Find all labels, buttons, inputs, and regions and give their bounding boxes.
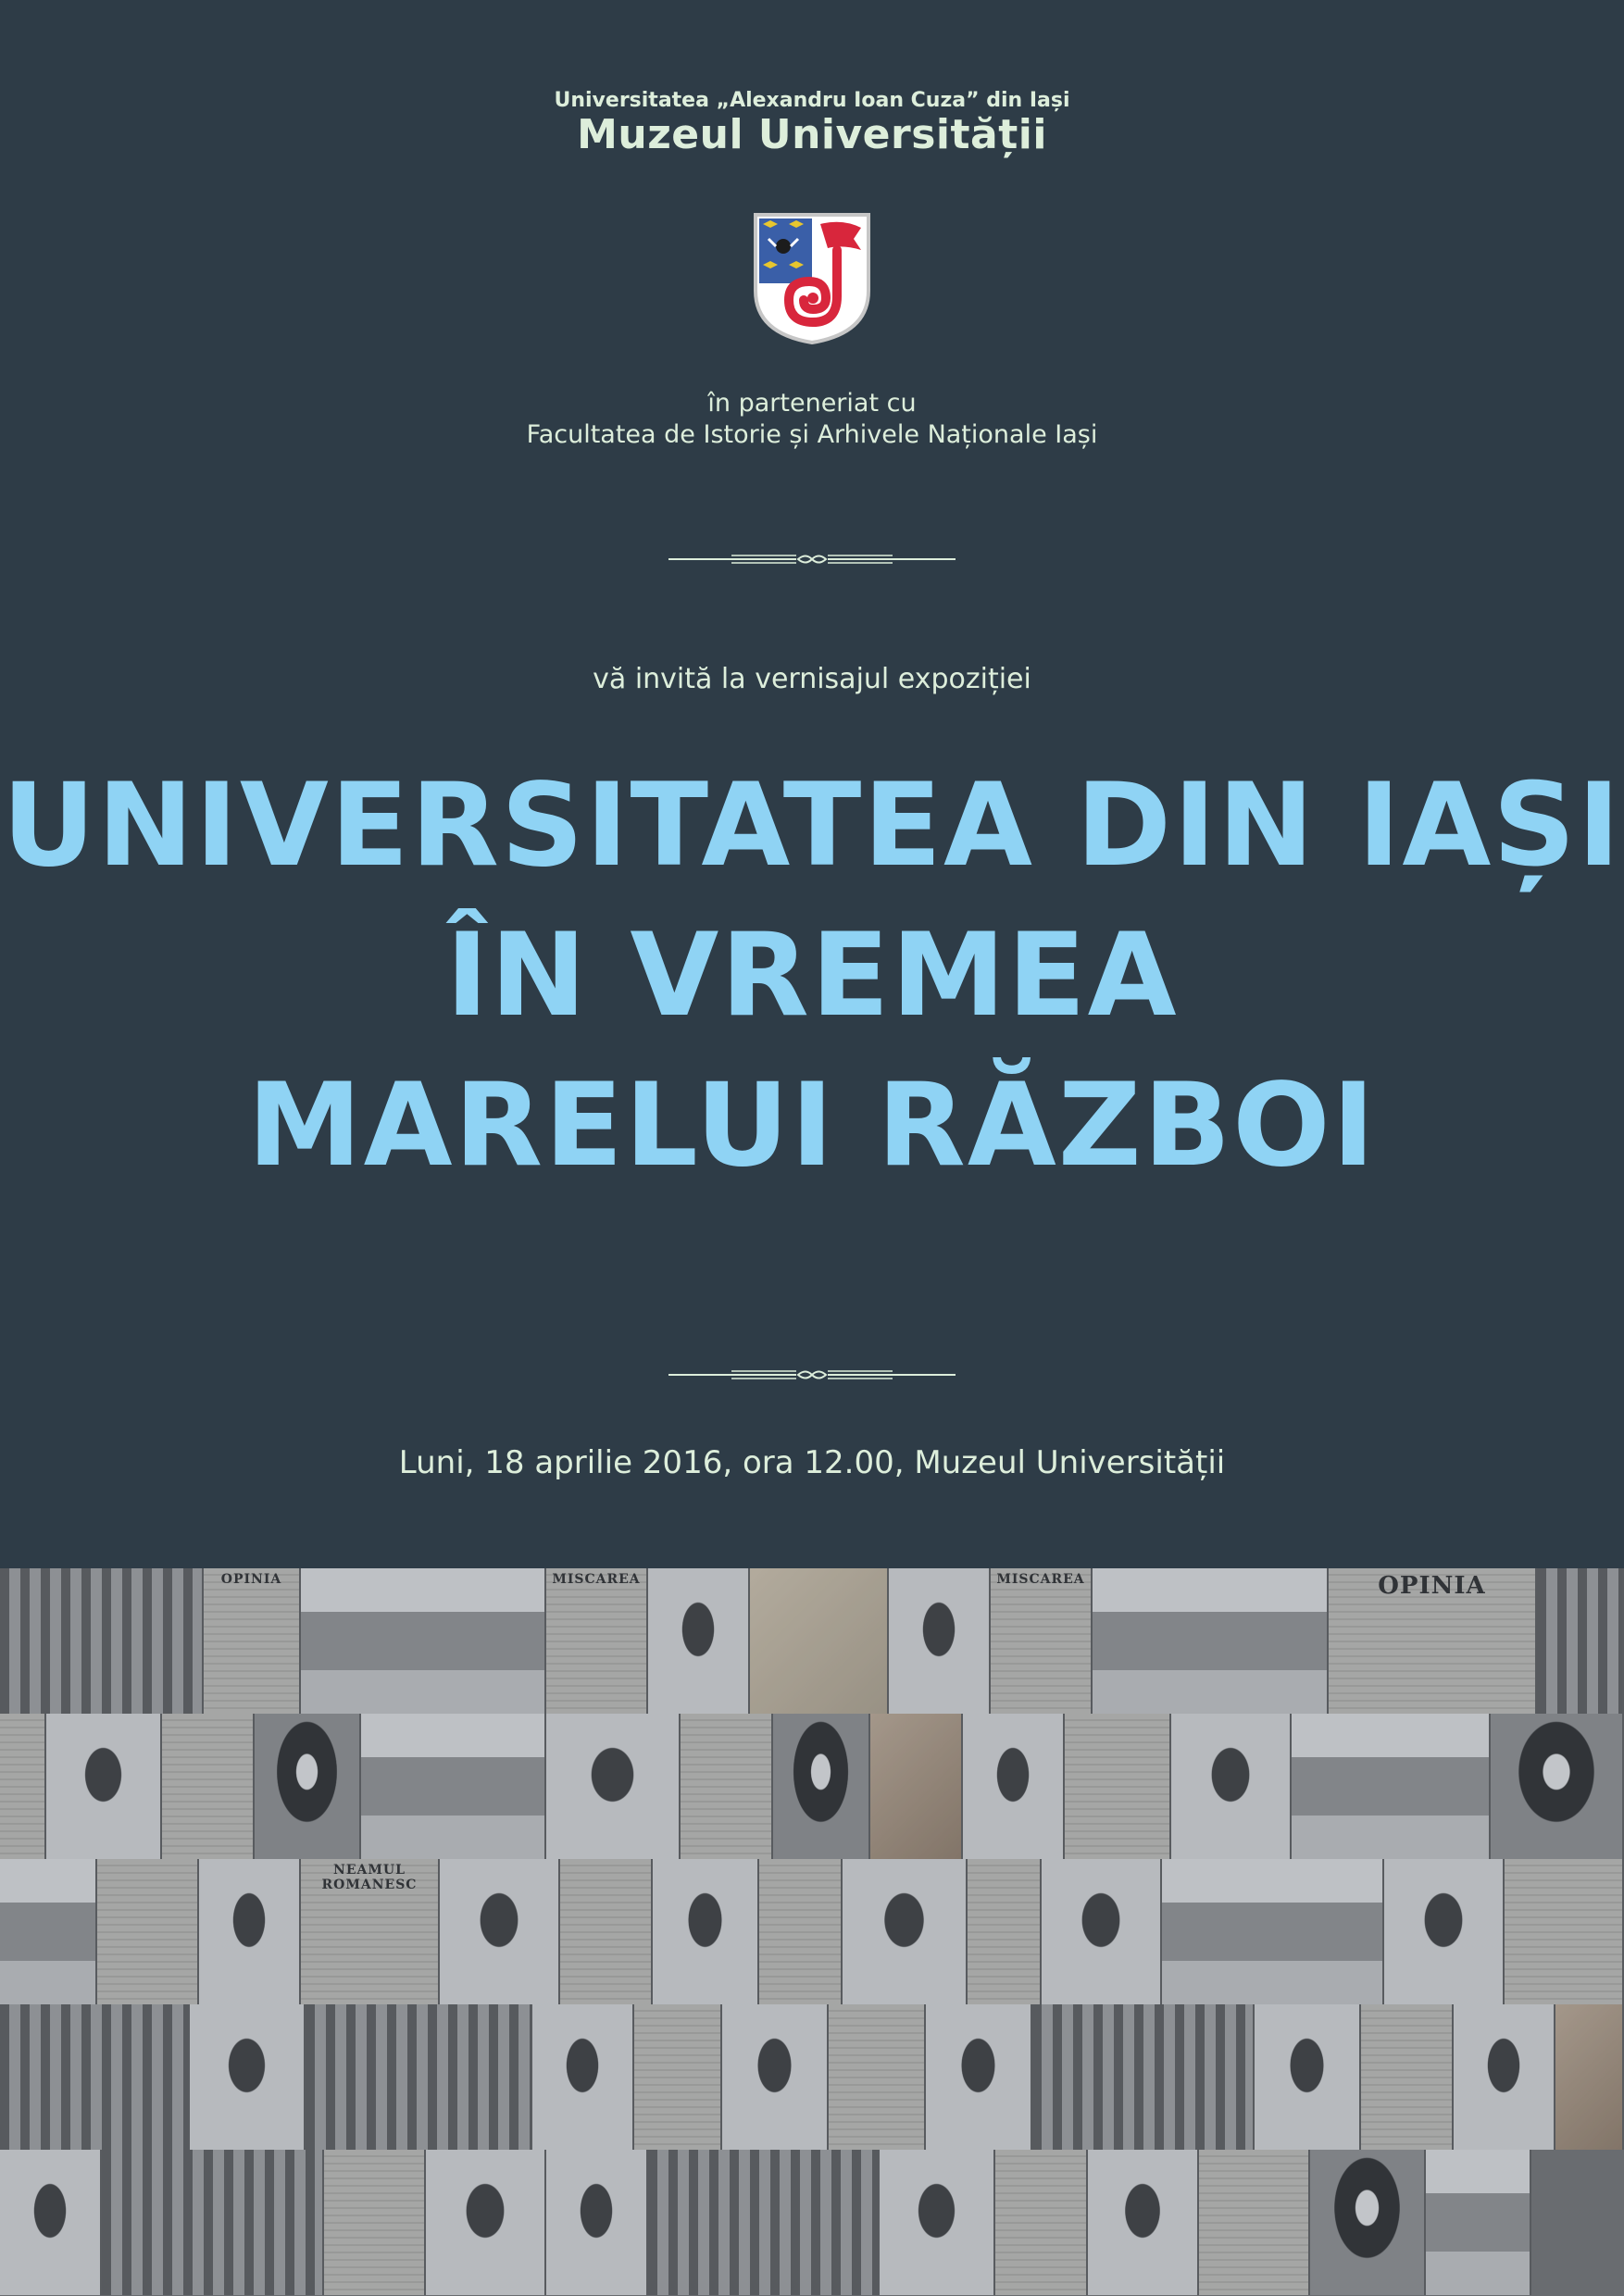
collage-photo (301, 1568, 546, 1714)
collage-document (681, 1714, 773, 1859)
archival-photo-collage (0, 1568, 1624, 2296)
collage-document (1199, 2150, 1310, 2295)
collage-portrait (0, 2150, 102, 2295)
collage-portrait (889, 1568, 991, 1714)
collage-portrait (1310, 2150, 1426, 2295)
collage-row (0, 1714, 1624, 1859)
collage-portrait (1171, 1714, 1292, 1859)
collage-document (634, 2004, 722, 2150)
collage-photo (102, 2150, 324, 2295)
collage-portrait (426, 2150, 546, 2295)
collage-photo (0, 1859, 97, 2004)
collage-document (750, 1568, 889, 1714)
collage-document (1361, 2004, 1454, 2150)
collage-portrait (722, 2004, 829, 2150)
collage-portrait (46, 1714, 162, 1859)
collage-photo (1093, 1568, 1329, 1714)
collage-photo (306, 2004, 532, 2150)
collage-row (0, 2004, 1624, 2150)
collage-portrait (255, 1714, 361, 1859)
collage-document (324, 2150, 426, 2295)
collage-photo (1292, 1714, 1491, 1859)
newspaper-title: OPINIA (1378, 1572, 1486, 1600)
collage-portrait (199, 1859, 301, 2004)
collage-photo (0, 1568, 204, 1714)
collage-portrait (546, 1714, 681, 1859)
collage-portrait (1088, 2150, 1199, 2295)
exhibition-title-line-2: ÎN VREMEA (445, 909, 1179, 1042)
collage-portrait (926, 2004, 1032, 2150)
collage-portrait (653, 1859, 759, 2004)
newspaper-title: MISCAREA (996, 1572, 1085, 1587)
collage-document (0, 1714, 46, 1859)
collage-newspaper (1329, 1568, 1537, 1714)
collage-newspaper (991, 1568, 1093, 1714)
collage-portrait (648, 1568, 750, 1714)
collage-photo (1032, 2004, 1255, 2150)
collage-row (0, 1859, 1624, 2004)
collage-portrait (1384, 1859, 1505, 2004)
collage-portrait (190, 2004, 306, 2150)
newspaper-title: OPINIA (220, 1572, 282, 1587)
collage-document (968, 1859, 1042, 2004)
collage-document (1505, 1859, 1624, 2004)
collage-portrait (440, 1859, 560, 2004)
ornamental-divider (668, 1368, 956, 1381)
collage-newspaper (546, 1568, 648, 1714)
collage-portrait (1454, 2004, 1555, 2150)
newspaper-title: MISCAREA (552, 1572, 641, 1587)
collage-document (759, 1859, 843, 2004)
collage-row (0, 1568, 1624, 1714)
ornamental-divider (668, 553, 956, 566)
collage-portrait (880, 2150, 995, 2295)
collage-newspaper (301, 1859, 440, 2004)
museum-name: Muzeul Universității (577, 111, 1047, 158)
collage-portrait (1491, 1714, 1624, 1859)
collage-portrait (773, 1714, 870, 1859)
collage-document (162, 1714, 255, 1859)
university-coat-of-arms-icon (752, 211, 872, 346)
event-details: Luni, 18 aprilie 2016, ora 12.00, Muzeul Universității (398, 1444, 1226, 1481)
collage-postcard (870, 1714, 963, 1859)
collage-document (97, 1859, 199, 2004)
collage-portrait (1255, 2004, 1361, 2150)
collage-photo (0, 2004, 190, 2150)
collage-document (1065, 1714, 1171, 1859)
collage-portrait (532, 2004, 634, 2150)
collage-portrait (843, 1859, 968, 2004)
collage-photo (648, 2150, 880, 2295)
collage-document (995, 2150, 1088, 2295)
collage-photo (1162, 1859, 1384, 2004)
partner-institutions: Facultatea de Istorie și Arhivele Naționale Iași (526, 420, 1098, 449)
collage-photo (361, 1714, 546, 1859)
collage-document (829, 2004, 926, 2150)
collage-portrait (546, 2150, 648, 2295)
newspaper-title: NEAMUL ROMANESC (321, 1863, 418, 1892)
collage-portrait (1042, 1859, 1162, 2004)
exhibition-title-line-3: MARELUI RĂZBOI (247, 1059, 1377, 1192)
exhibition-title-line-1: UNIVERSITATEA DIN IAȘI (2, 759, 1622, 892)
collage-row (0, 2150, 1624, 2295)
collage-photo (1537, 1568, 1624, 1714)
collage-newspaper (204, 1568, 301, 1714)
collage-portrait (963, 1714, 1065, 1859)
collage-photo (1426, 2150, 1531, 2295)
university-name: Universitatea „Alexandru Ioan Cuza” din Iași (554, 89, 1070, 112)
partnership-intro: în parteneriat cu (707, 389, 917, 418)
collage-document (560, 1859, 653, 2004)
collage-photo (1555, 2004, 1624, 2150)
invitation-text: vă invită la vernisajul expoziției (593, 663, 1031, 695)
